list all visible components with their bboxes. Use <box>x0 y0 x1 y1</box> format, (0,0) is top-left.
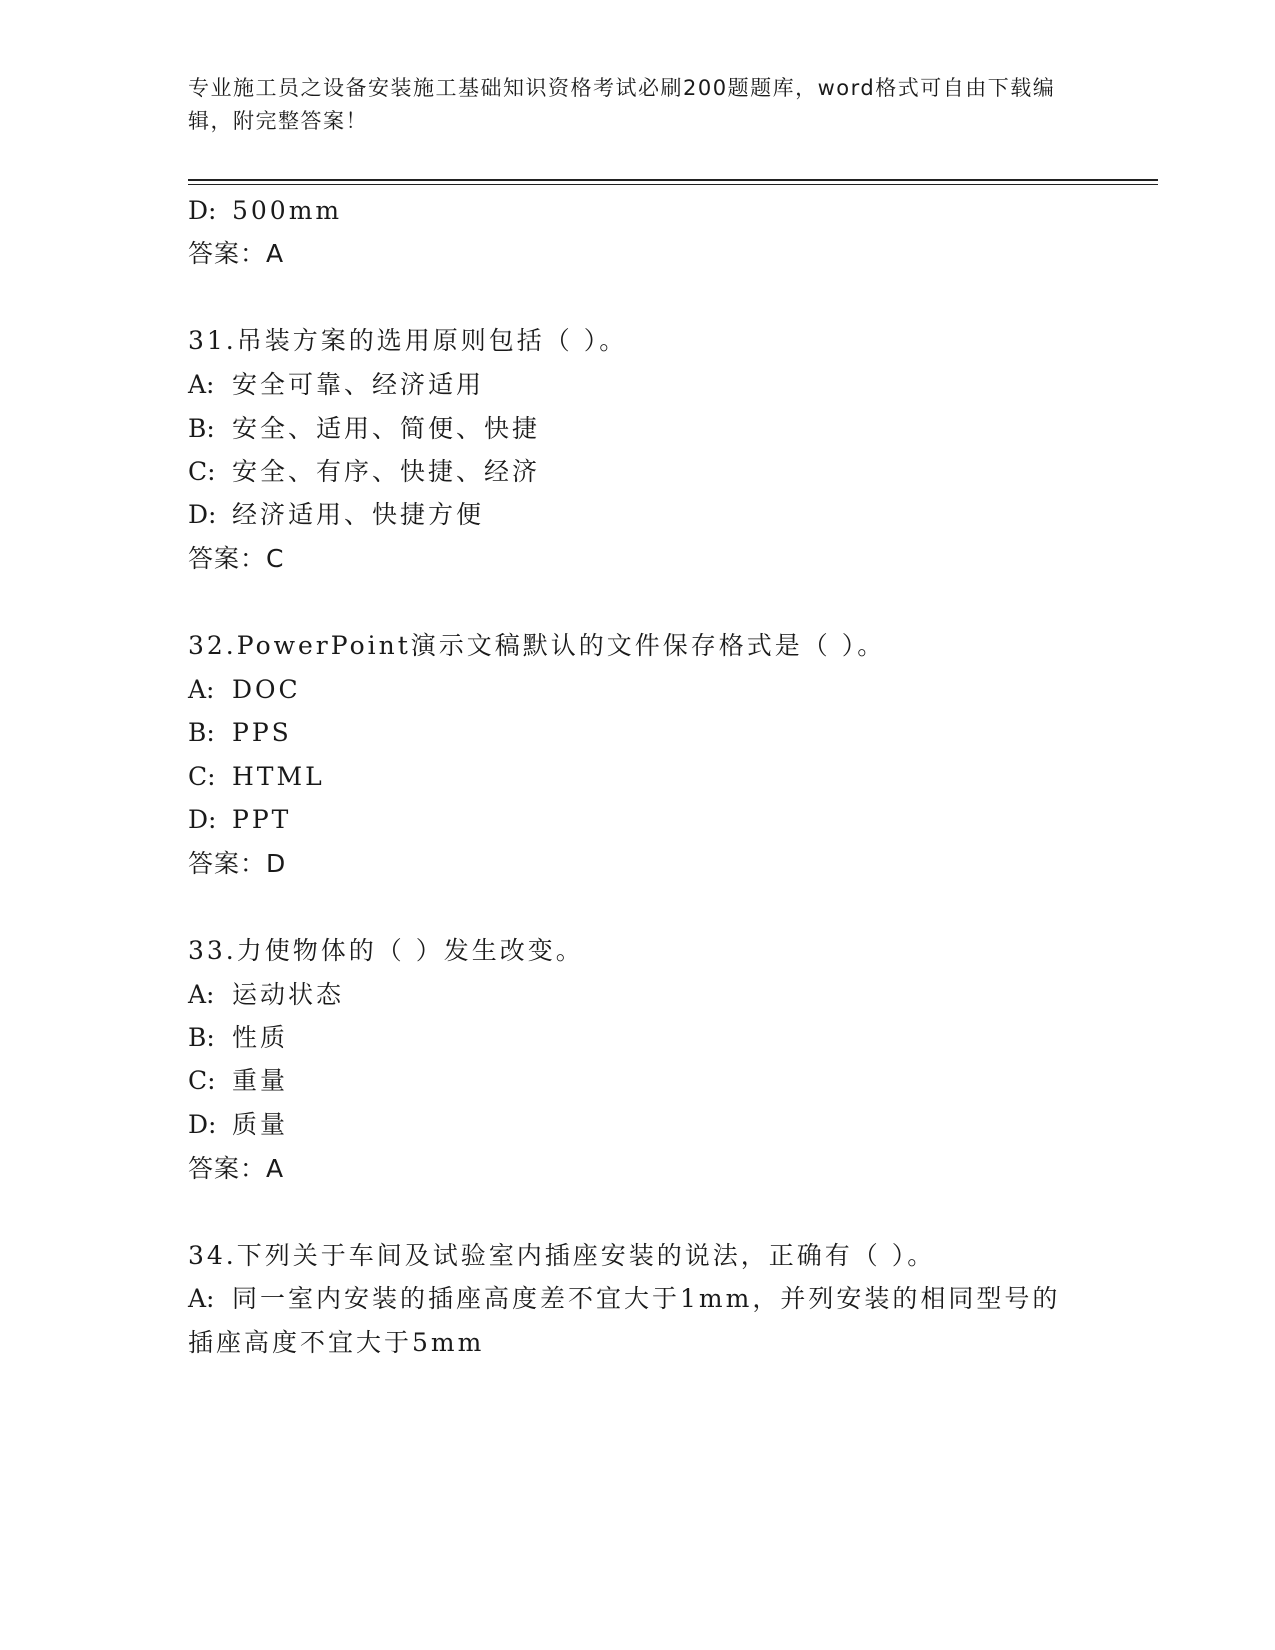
option-line <box>188 369 484 401</box>
option-text: 经济适用、快捷方便 <box>232 500 485 529</box>
question-stem: 34.下列关于车间及试验室内插座安装的说法，正确有（ ）。 <box>188 1241 936 1270</box>
option-letter: D: <box>188 805 217 834</box>
option-line <box>188 1283 1060 1315</box>
option-text: 重量 <box>232 1066 289 1095</box>
option-text: 安全可靠、经济适用 <box>232 370 485 399</box>
option-text: 安全、适用、简便、快捷 <box>232 414 541 443</box>
option-letter: C: <box>188 1066 216 1095</box>
page-header <box>188 72 1068 138</box>
option-letter: C: <box>188 762 216 791</box>
option-line <box>188 717 292 749</box>
option-line <box>188 1065 288 1097</box>
header-divider <box>188 179 1158 185</box>
question-stem: 32.PowerPoint演示文稿默认的文件保存格式是（ ）。 <box>188 631 886 660</box>
option-line <box>188 761 325 793</box>
option-line <box>188 456 540 488</box>
option-line <box>188 804 291 836</box>
option-letter: B: <box>188 1023 215 1052</box>
option-letter: C: <box>188 457 216 486</box>
answer-line: 答案：A <box>188 239 285 268</box>
option-line <box>188 195 342 227</box>
option-line <box>188 413 540 445</box>
option-letter: A: <box>188 675 215 704</box>
option-line <box>188 979 344 1011</box>
option-text: 安全、有序、快捷、经济 <box>232 457 541 486</box>
option-letter: D: <box>188 500 217 529</box>
option-text: PPS <box>232 718 292 747</box>
option-text: PPT <box>232 805 292 834</box>
option-text: 同一室内安装的插座高度差不宜大于1mm，并列安装的相同型号的 <box>232 1284 1061 1313</box>
answer-line: 答案：C <box>188 544 285 573</box>
option-text: DOC <box>232 675 301 704</box>
option-text: 500mm <box>232 196 343 225</box>
page-title: 专业施工员之设备安装施工基础知识资格考试必刷200题题库，word格式可自由下载编辑，附完整答案！ <box>188 76 1056 133</box>
option-letter: B: <box>188 414 215 443</box>
option-letter: B: <box>188 718 215 747</box>
option-text: HTML <box>232 762 325 791</box>
option-text: 性质 <box>232 1023 289 1052</box>
option-line <box>188 674 301 706</box>
option-continuation: 插座高度不宜大于5mm <box>188 1328 485 1357</box>
option-letter: A: <box>188 1284 215 1313</box>
option-line <box>188 1109 288 1141</box>
option-line <box>188 1022 288 1054</box>
option-text: 质量 <box>232 1110 289 1139</box>
option-letter: D: <box>188 196 217 225</box>
question-stem: 31.吊装方案的选用原则包括（ ）。 <box>188 326 628 355</box>
answer-line: 答案：A <box>188 1154 285 1183</box>
option-letter: D: <box>188 1110 217 1139</box>
question-stem: 33.力使物体的（ ）发生改变。 <box>188 936 584 965</box>
option-text: 运动状态 <box>232 980 345 1009</box>
option-letter: A: <box>188 370 215 399</box>
answer-line: 答案：D <box>188 849 287 878</box>
option-letter: A: <box>188 980 215 1009</box>
option-line <box>188 499 484 531</box>
